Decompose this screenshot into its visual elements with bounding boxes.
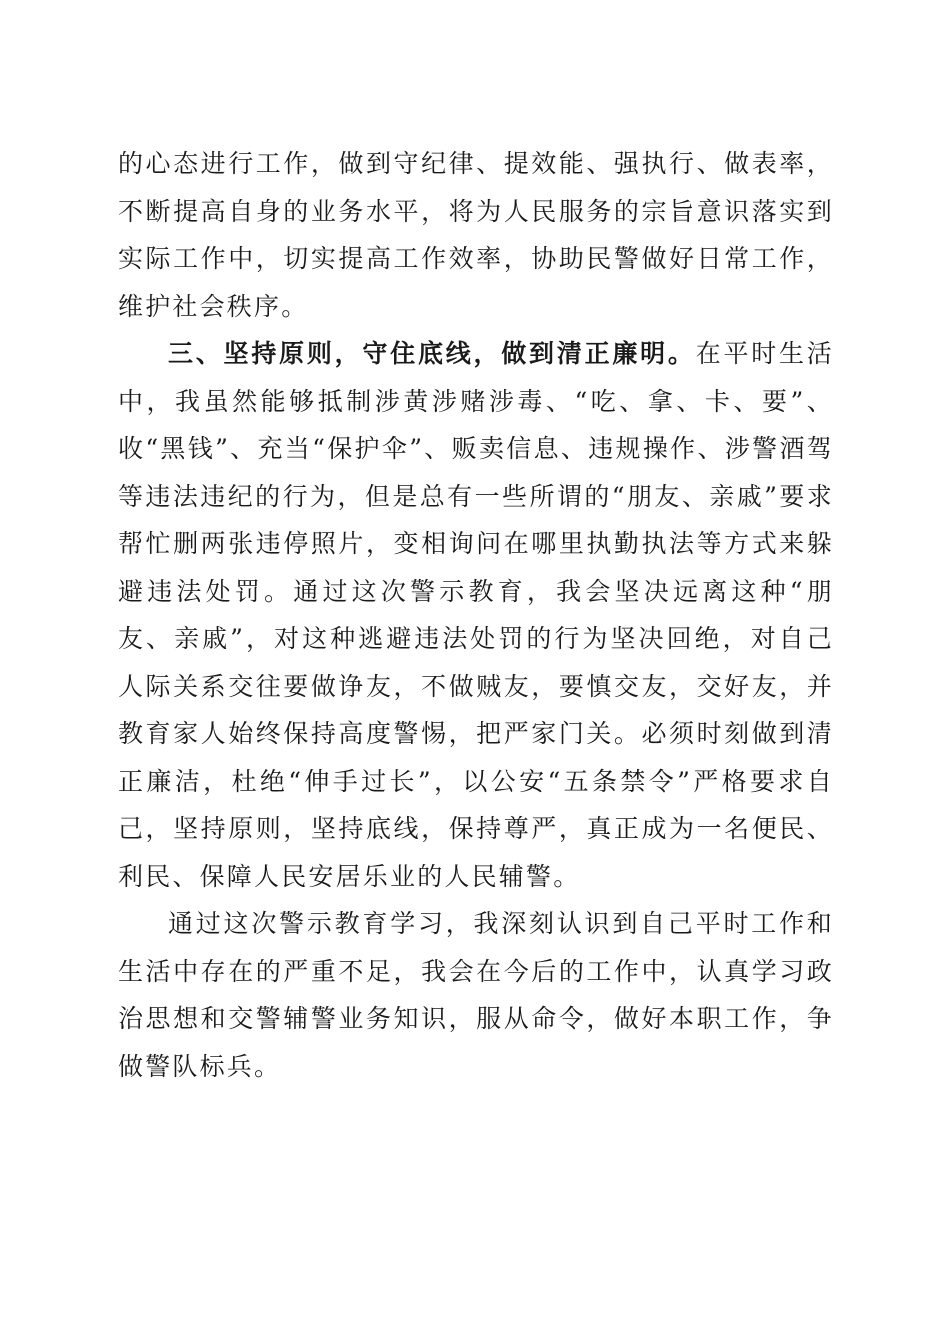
paragraph-continuation: 的心态进行工作，做到守纪律、提效能、强执行、做表率，不断提高自身的业务水平，将为人民服务的宗旨意识落实到实际工作中，切实提高工作效率，协助民警做好日常工作，维护社会秩序。: [118, 149, 834, 321]
document-body: [118, 140, 834, 1090]
section-heading: 三、坚持原则，守住底线，做到清正廉明。: [168, 339, 696, 368]
paragraph-body: 在平时生活中，我虽然能够抵制涉黄涉赌涉毒、“吃、拿、卡、要”、收“黑钱”、充当“保护伞”、贩卖信息、违规操作、涉警酒驾等违法违纪的行为，但是总有一些所谓的“朋友、亲戚”要求帮忙删两张违停照片，变相询问在哪里执勤执法等方式来躲避违法处罚。通过这次警示教育，我会坚决远离这种“朋友、亲戚”，对这种逃避违法处罚的行为坚决回绝，对自己人际关系交往要做诤友，不做贼友，要慎交友，交好友，并教育家人始终保持高度警惕，把严家门关。必须时刻做到清正廉洁，杜绝“伸手过长”，以公安“五条禁令”严格要求自己，坚持原则，坚持底线，保持尊严，真正成为一名便民、利民、保障人民安居乐业的人民辅警。: [118, 339, 834, 891]
paragraph-section-three: [118, 330, 834, 900]
paragraph-conclusion: 通过这次警示教育学习，我深刻认识到自己平时工作和生活中存在的严重不足，我会在今后的工作中，认真学习政治思想和交警辅警业务知识，服从命令，做好本职工作，争做警队标兵。: [118, 909, 834, 1081]
